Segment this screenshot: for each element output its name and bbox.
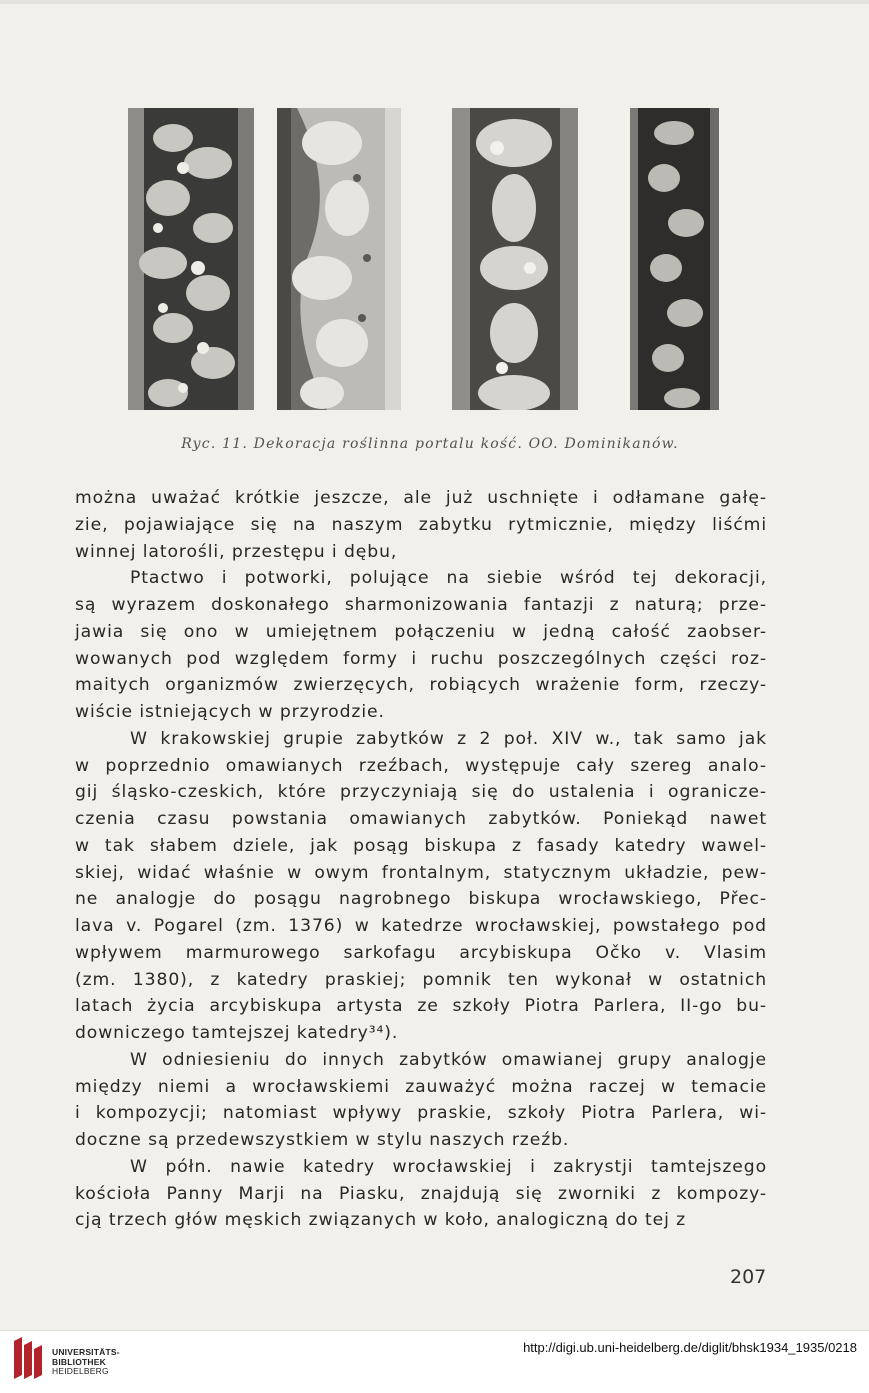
page-top-edge [0, 0, 869, 4]
text-line: skiej, widać właśnie w owym frontalnym, statycznym układzie, pew- [75, 862, 767, 883]
library-name-line3: HEIDELBERG [52, 1366, 109, 1376]
figure-caption: Ryc. 11. Dekoracja roślinna portalu kość. OO. Dominikanów. [181, 436, 679, 452]
text-line: zie, pojawiające się na naszym zabytku rytmicznie, między liśćmi [75, 514, 767, 535]
text-line: downiczego tamtejszej katedry³⁴). [75, 1023, 399, 1043]
text-line: jawia się ono w umiejętnem połączeniu w jedną całość zaobser- [75, 621, 767, 642]
paragraph [75, 1047, 767, 1154]
paragraph [75, 726, 767, 1047]
paragraph [75, 1154, 767, 1234]
text-line: W krakowskiej grupie zabytków z 2 poł. XIV w., tak samo jak [130, 728, 767, 749]
text-line: wowanych pod względem formy i ruchu poszczególnych części roz- [75, 648, 767, 669]
library-logo-icon [10, 1335, 46, 1381]
text-line: i kompozycji; natomiast wpływy praskie, szkoły Piotra Parlera, wi- [75, 1103, 767, 1124]
library-name [52, 1348, 120, 1377]
ornament-photo-2 [277, 108, 401, 410]
text-line: doczne są przedewszystkiem w stylu naszych rzeźb. [75, 1130, 570, 1150]
paragraph [75, 565, 767, 726]
text-line: kościoła Panny Marji na Piasku, znajdują się zworniki z kompozy- [75, 1183, 767, 1204]
library-name-line1: UNIVERSITÄTS- [52, 1347, 120, 1357]
text-line: między niemi a wrocławskiemi zauważyć można raczej w temacie [75, 1076, 767, 1097]
text-line: winnej latorośli, przestępu i dębu, [75, 541, 398, 562]
text-line: w poprzednio omawianych rzeźbach, występuje cały szereg analo- [75, 755, 767, 776]
text-line: czenia czasu powstania omawianych zabytków. Poniekąd nawet [75, 809, 767, 829]
paragraph [75, 485, 767, 565]
text-line: wpływem marmurowego sarkofagu arcybiskupa Očko v. Vlasim [75, 942, 767, 963]
text-line: ne analogje do posągu nagrobnego biskupa wrocławskiego, Přec- [75, 889, 767, 910]
source-url-link[interactable]: http://digi.ub.uni-heidelberg.de/diglit/bhsk1934_1935/0218 [523, 1340, 857, 1355]
ornament-photo-1 [128, 108, 254, 410]
text-line: maitych organizmów zwierzęcych, robiących wrażenie form, rzeczy- [75, 675, 767, 696]
text-line: gij śląsko-czeskich, które przyczyniają się do ustalenia i ogranicze- [75, 782, 767, 803]
text-line: lava v. Pogarel (zm. 1376) w katedrze wrocławskiej, powstałego pod [75, 916, 767, 936]
text-line: są wyrazem doskonałego sharmonizowania fantazji z naturą; prze- [75, 595, 767, 615]
text-line: (zm. 1380), z katedry praskiej; pomnik ten wykonał w ostatnich [75, 969, 767, 990]
ornament-photo-4 [630, 108, 719, 410]
text-line: można uważać krótkie jeszcze, ale już uschnięte i odłamane gałę- [75, 488, 767, 508]
library-name-line2: BIBLIOTHEK [52, 1356, 106, 1367]
body-text [75, 485, 767, 1234]
text-line: latach życia arcybiskupa artysta ze szkoły Piotra Parlera, II-go bu- [75, 996, 767, 1017]
page-number: 207 [730, 1266, 767, 1288]
text-line: Ptactwo i potworki, polujące na siebie wśród tej dekoracji, [130, 568, 767, 589]
text-line: wiście istniejących w przyrodzie. [75, 702, 385, 722]
text-line: cją trzech głów męskich związanych w koło, analogiczną do tej z [75, 1210, 687, 1231]
text-line: W odniesieniu do innych zabytków omawianej grupy analogje [130, 1049, 767, 1070]
text-line: W półn. nawie katedry wrocławskiej i zakrystji tamtejszego [130, 1156, 767, 1177]
ornament-photo-3 [452, 108, 578, 410]
text-line: w tak słabem dziele, jak posąg biskupa z fasady katedry wawel- [75, 835, 767, 856]
